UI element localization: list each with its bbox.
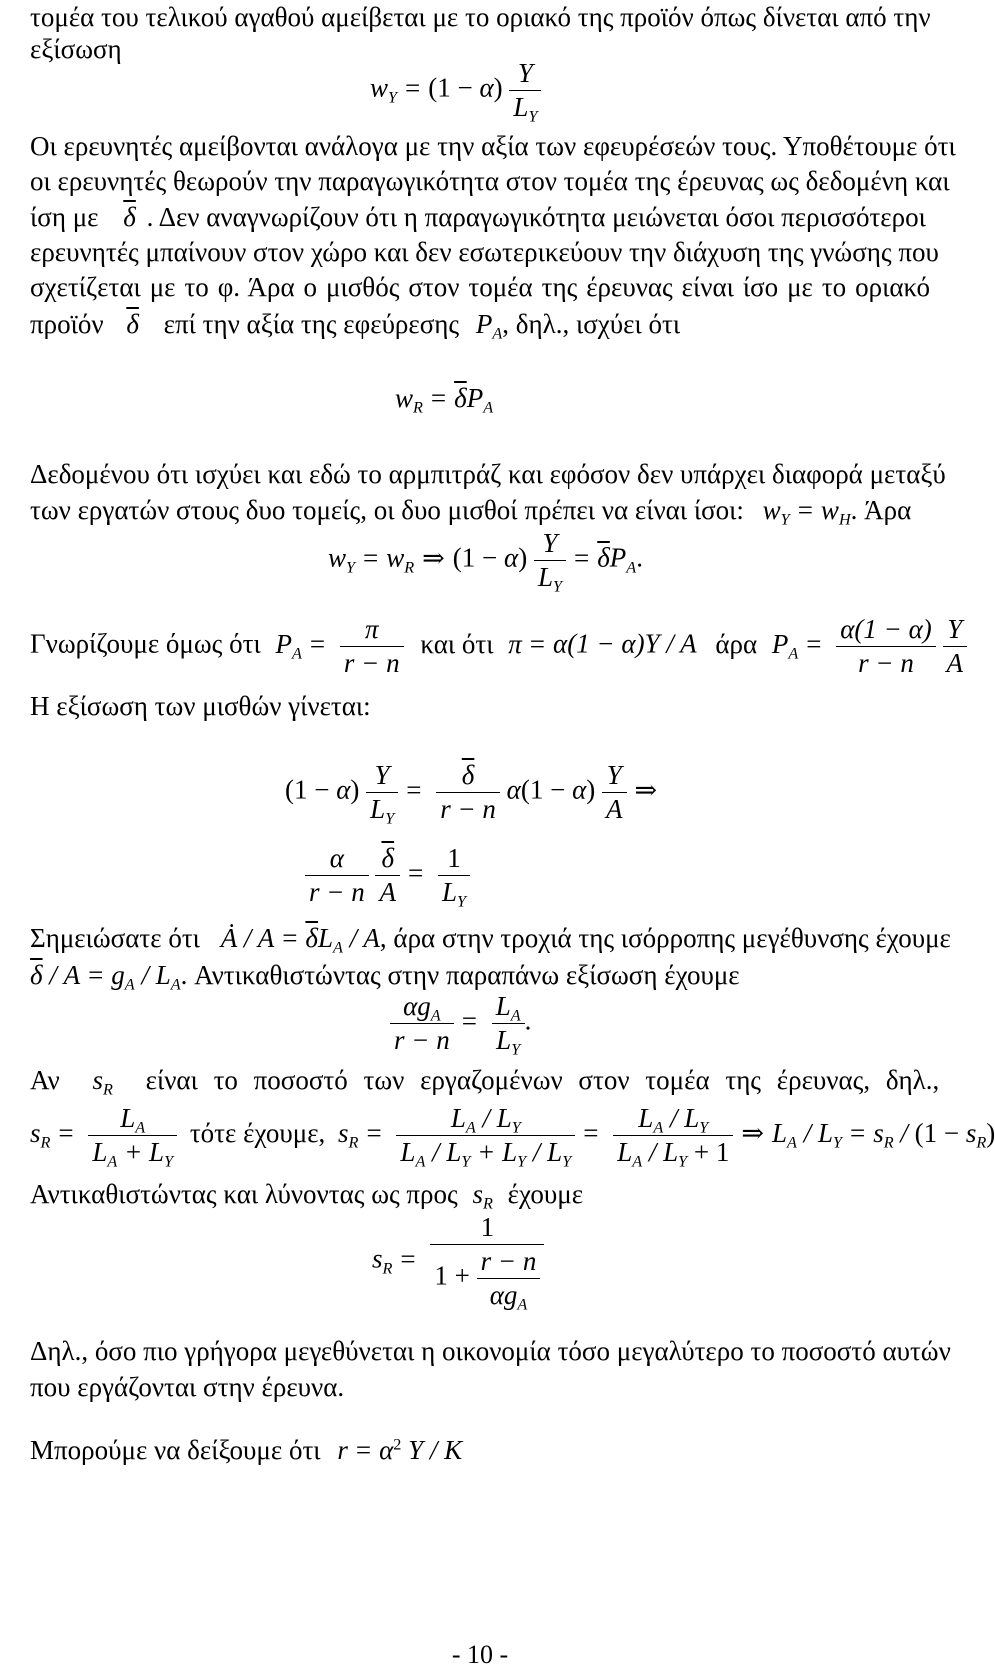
text-fragment: Μπορούμε να δείξουμε ότι — [30, 1435, 321, 1465]
text-fragment: προϊόν — [30, 309, 104, 339]
equation-arbitrage: $w_Y = w_R$ ⇒ (1 − α) $\frac{Y}{L_Y}$ = $\overline{\delta}P_A$. — [328, 528, 643, 596]
paragraph-line: οι ερευνητές θεωρούν την παραγωγικότητα στον τομέα της έρευνας ως δεδομένη και — [30, 166, 950, 196]
text-fragment: επί την αξία της εφεύρεσης — [163, 309, 460, 339]
paragraph-line: ερευνητές μπαίνουν στον χώρο και δεν εσωτερικεύουν την διάχυση της γνώσης που — [30, 237, 939, 267]
text-fragment: , δηλ., ισχύει ότι — [502, 309, 681, 339]
paragraph-line: Δηλ., όσο πιο γρήγορα μεγεθύνεται η οικονομία τόσο μεγαλύτερο το ποσοστό αυτών — [30, 1336, 951, 1366]
text-fragment: Αν — [30, 1065, 60, 1095]
equation-simplified: $\frac{\alpha}{r - n}$ $\frac{\overline{\delta}}{A}$ = $\frac{1}{L_Y}$ — [305, 845, 470, 906]
equation-research-share-solution: $s_R$ = 1 1 + $\frac{r - n}{\alpha g_A}$ — [372, 1214, 544, 1309]
text-fragment: , άρα στην τροχιά της ισόρροπης μεγέθυνσης έχουμε — [379, 923, 951, 953]
equation-wage-equality: (1 − α) $\frac{Y}{L_Y}$ = $\frac{\overline{\delta}}{r - n}$ α(1 − α) $\frac{Y}{A}$ ⇒ — [285, 760, 658, 828]
equation-wage-research: $w_R = \overline{\delta}P_A$ — [395, 383, 494, 417]
text-fragment: . Δεν αναγνωρίζουν ότι η παραγωγικότητα μειώνεται όσοι περισσότεροι — [146, 202, 926, 232]
paragraph-line: σχετίζεται με το φ. Άρα ο μισθός στον τομέα της έρευνας είναι ίσο με το οριακό — [30, 272, 930, 302]
paragraph-line: Οι ερευνητές αμείβονται ανάλογα με την αξία των εφευρέσεών τους. Υποθέτουμε ότι — [30, 131, 956, 161]
paragraph-line: Μπορούμε να δείξουμε ότι $r = \alpha^2$ Y / K — [30, 1435, 463, 1465]
text-fragment: έχουμε — [507, 1179, 584, 1209]
equation-line-known: Γνωρίζουμε όμως ότι $P_A$ = $\frac{\pi}{r - n}$ και ότι π = α(1 − α)Y / A άρα $P_A$ = $\frac{\alpha(1 - \alpha)}{r - n}$ $\frac{Y}{A}$ — [30, 616, 967, 677]
paragraph-line: ίση με $\overline{\delta}$ . Δεν αναγνωρίζουν ότι η παραγωγικότητα μειώνεται όσοι περισσότεροι — [30, 202, 926, 232]
text-fragment: Γνωρίζουμε όμως ότι — [30, 628, 261, 659]
paragraph-line: Αν $s_R$ είναι το ποσοστό των εργαζομένων στον τομέα της έρευνας, δηλ., — [30, 1065, 940, 1099]
paragraph-line: που εργάζονται στην έρευνα. — [30, 1372, 345, 1402]
paragraph-line: Σημειώσατε ότι Ȧ / $A = \overline{\delta}L_A / A$, άρα στην τροχιά της ισόρροπης μεγέθυνσης έχουμε — [30, 923, 951, 957]
equation-balanced-growth: $\frac{\alpha g_A}{r - n}$ = $\frac{L_A}{L_Y}$ . — [390, 993, 531, 1054]
text-fragment: άρα — [715, 628, 758, 659]
text-fragment: των εργατών στους δυο τομείς, οι δυο μισθοί πρέπει να είναι ίσοι: — [30, 495, 744, 525]
text-fragment: Αντικαθιστώντας και λύνοντας ως προς — [30, 1179, 458, 1209]
paragraph-line: προϊόν $\overline{\delta}$ επί την αξία της εφεύρεσης $P_A$, δηλ., ισχύει ότι — [30, 309, 681, 343]
equation-research-share: $s_R$ = $\frac{L_A}{L_A + L_Y}$ τότε έχουμε, $s_R$ = $\frac{L_A / L_Y}{L_A / L_Y + L_Y / L_Y}$ = $\frac{L_A / L_Y}{L_A / L_Y + 1}$ ⇒ $L_A / L_Y = s_R / (1 - s_R)$ — [30, 1103, 995, 1171]
paragraph-line: των εργατών στους δυο τομείς, οι δυο μισθοί πρέπει να είναι ίσοι: $w_Y = w_H$. Άρα — [30, 495, 912, 529]
text-fragment: και ότι — [420, 628, 494, 659]
text-fragment: τότε έχουμε, — [189, 1117, 326, 1148]
paragraph-line: τομέα του τελικού αγαθού αμείβεται με το οριακό της προϊόν όπως δίνεται από την — [30, 2, 931, 32]
page-number: - 10 - — [451, 1640, 509, 1669]
text-fragment: Σημειώσατε ότι — [30, 923, 200, 953]
text-fragment: ίση με — [30, 202, 99, 232]
equation-wage-final-goods: $w_Y = (1 - \alpha)$ $\frac{Y}{L_Y}$ — [370, 60, 541, 121]
paragraph-line: εξίσωση — [30, 34, 122, 64]
text-fragment: είναι το ποσοστό των εργαζομένων στον τομέα της έρευνας, δηλ., — [145, 1065, 940, 1095]
text-fragment: . Άρα — [850, 495, 912, 525]
paragraph-line: Η εξίσωση των μισθών γίνεται: — [30, 691, 371, 721]
paragraph-line: Αντικαθιστώντας και λύνοντας ως προς $s_R$ έχουμε — [30, 1179, 584, 1213]
text-fragment: . Αντικαθιστώντας στην παραπάνω εξίσωση έχουμε — [180, 960, 740, 990]
paragraph-line: Δεδομένου ότι ισχύει και εδώ το αρμπιτράζ και εφόσον δεν υπάρχει διαφορά μεταξύ — [30, 459, 946, 489]
paragraph-line: $\overline{\delta} / A = g_A / L_A$. Αντικαθιστώντας στην παραπάνω εξίσωση έχουμε — [30, 960, 740, 994]
